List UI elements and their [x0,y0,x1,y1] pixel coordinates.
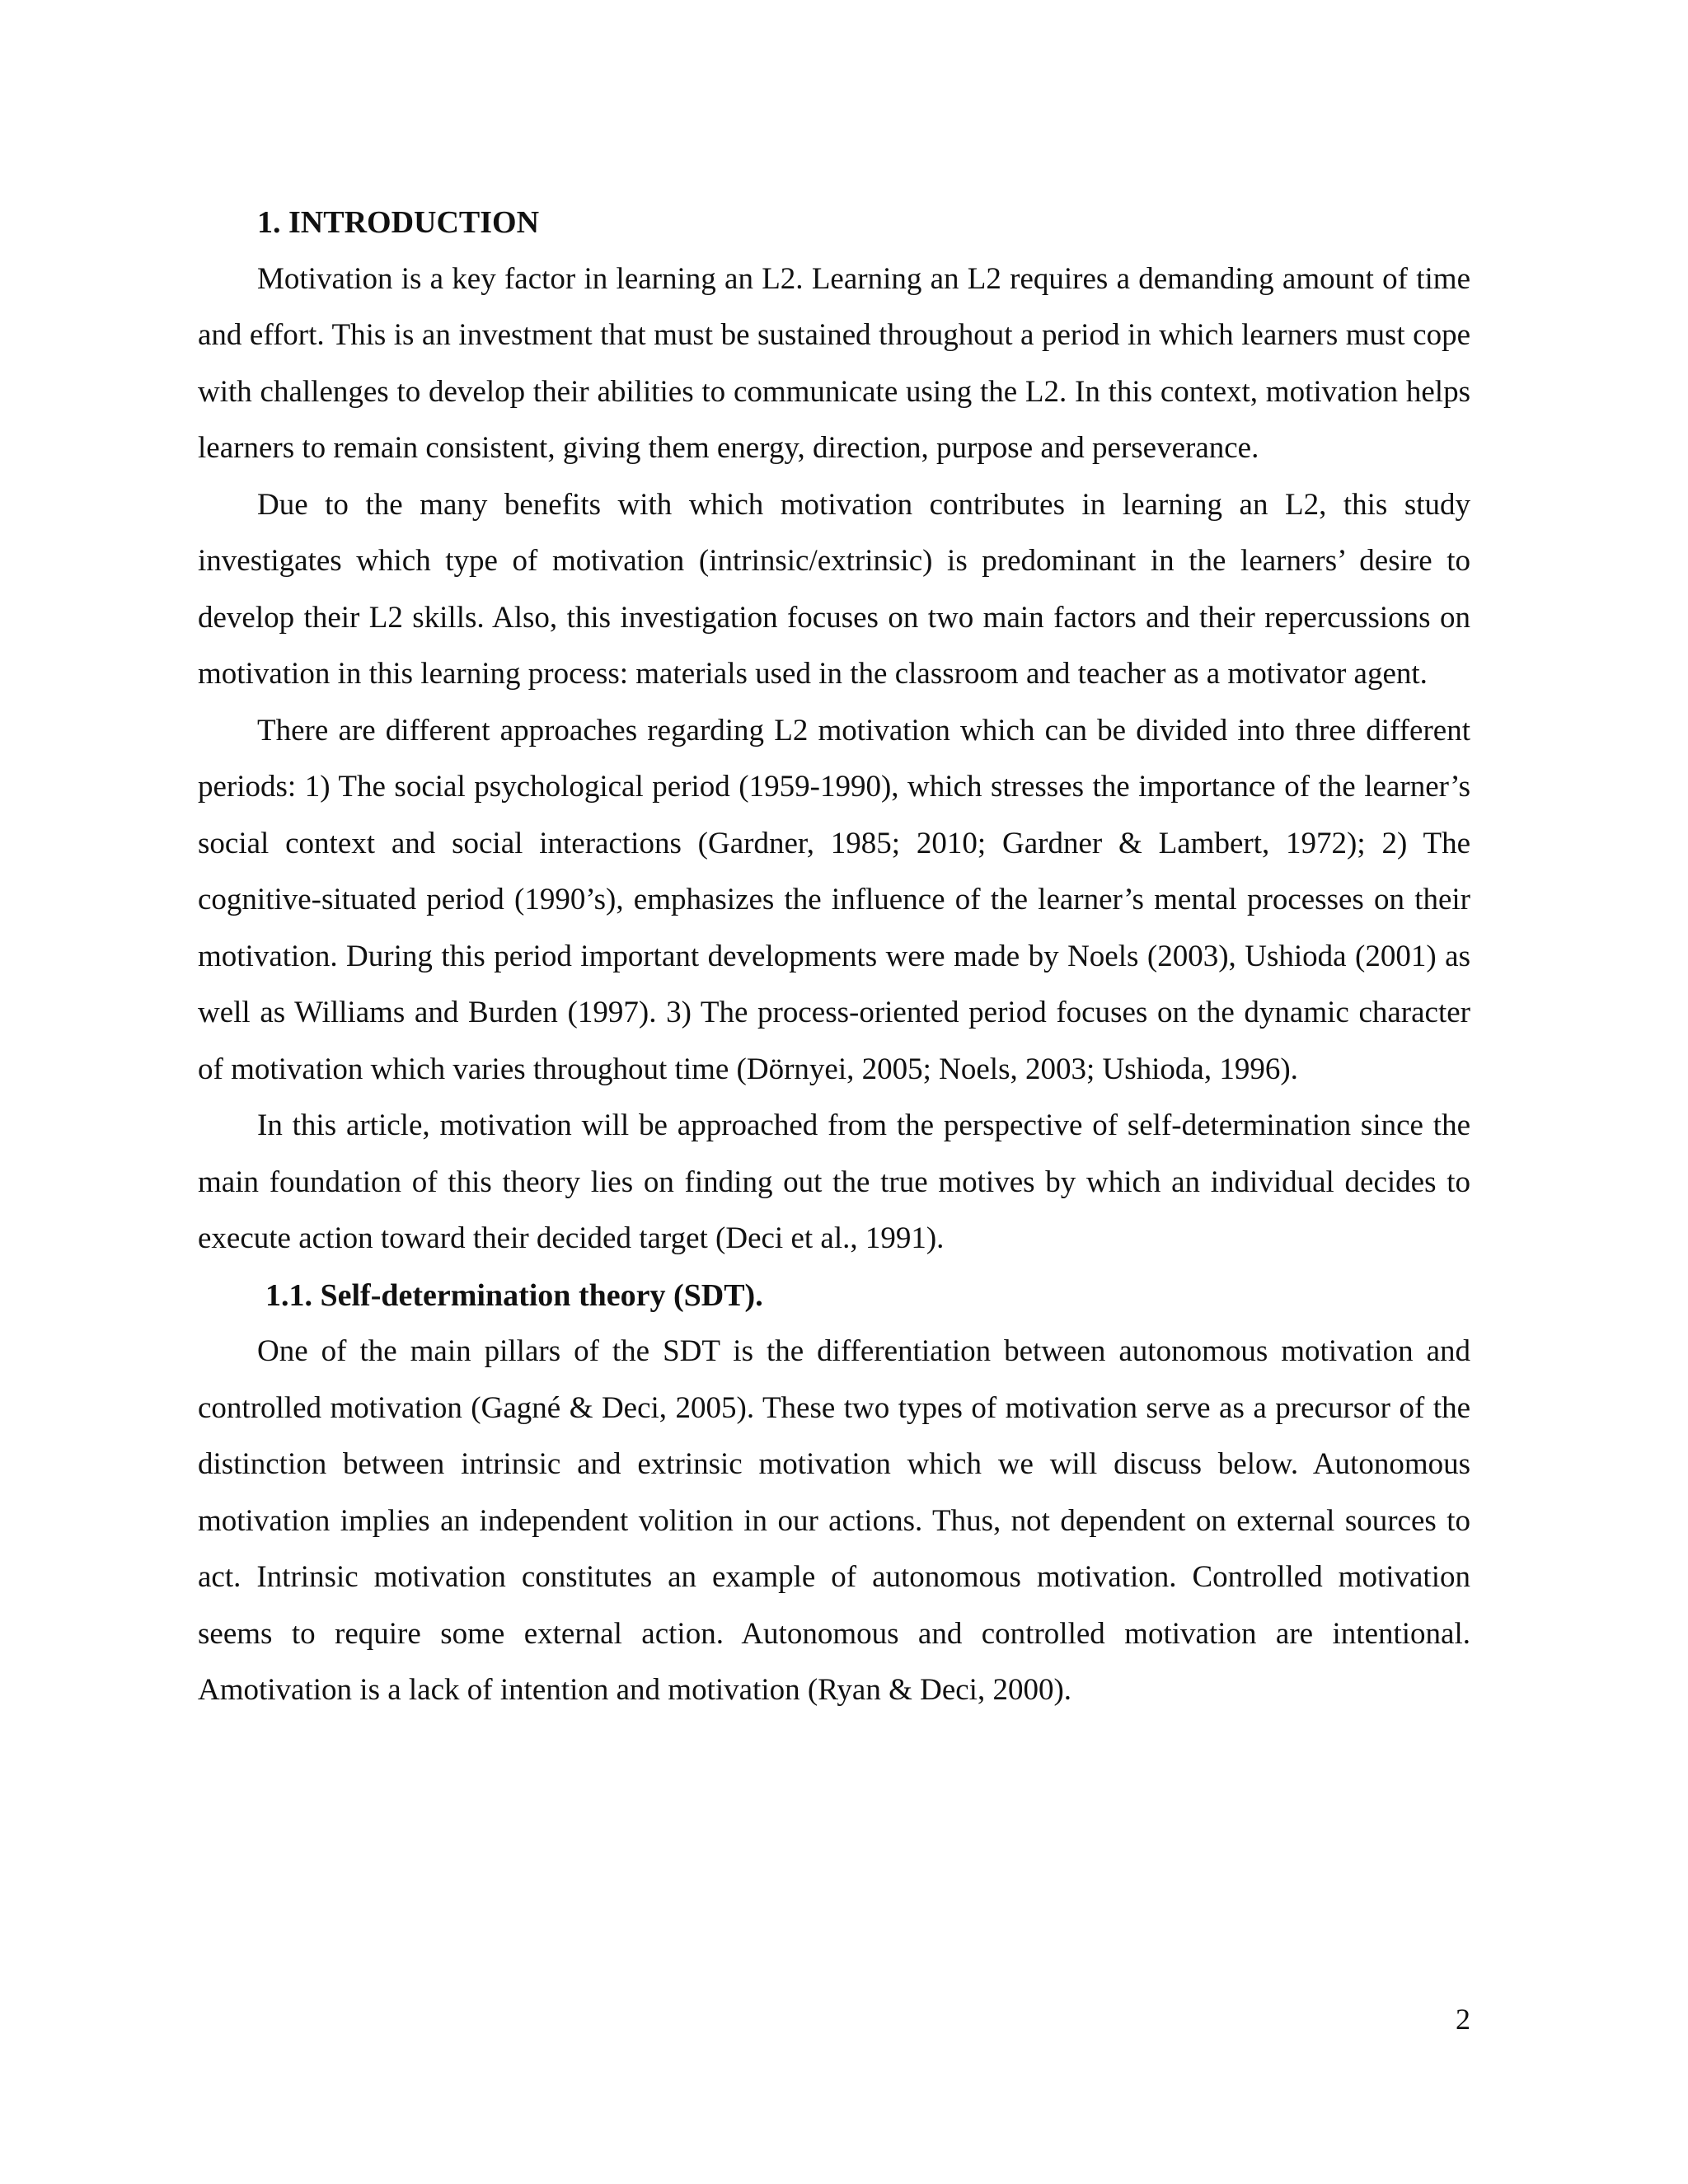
page-body [198,194,1470,1719]
section-heading: 1. INTRODUCTION [257,205,540,240]
paragraph: In this article, motivation will be approached from the perspective of self-determination since the main foundation of this theory lies on finding out the true motives by which an individual decides to execute action toward their decided target (Deci et al., 1991). [198,1108,1470,1255]
paragraph: There are different approaches regarding L2 motivation which can be divided into three different periods: 1) The social psychological period (1959-1990), which stresses the importance of the learner’s social context and social interactions (Gardner, 1985; 2010; Gardner & Lambert, 1972); 2) The cognitive-situated period (1990’s), emphasizes the influence of the learner’s mental processes on their motivation. During this period important developments were made by Noels (2003), Ushioda (2001) as well as Williams and Burden (1997). 3) The process-oriented period focuses on the dynamic character of motivation which varies throughout time (Dörnyei, 2005; Noels, 2003; Ushioda, 1996). [198,713,1470,1086]
subsection-heading: 1.1. Self-determination theory (SDT). [265,1277,763,1313]
page-number: 2 [1456,2003,1470,2036]
paragraph: Due to the many benefits with which motivation contributes in learning an L2, this study investigates which type of motivation (intrinsic/extrinsic) is predominant in the learners’ desire to develop their L2 skills. Also, this investigation focuses on two main factors and their repercussions on motivation in this learning process: materials used in the classroom and teacher as a motivator agent. [198,487,1470,691]
paragraph: One of the main pillars of the SDT is the differentiation between autonomous motivation and controlled motivation (Gagné & Deci, 2005). These two types of motivation serve as a precursor of the distinction between intrinsic and extrinsic motivation which we will discuss below. Autonomous motivation implies an independent volition in our actions. Thus, not dependent on external sources to act. Intrinsic motivation constitutes an example of autonomous motivation. Controlled motivation seems to require some external action. Autonomous and controlled motivation are intentional. Amotivation is a lack of intention and motivation (Ryan & Deci, 2000). [198,1334,1470,1707]
paragraph: Motivation is a key factor in learning an L2. Learning an L2 requires a demanding amount of time and effort. This is an investment that must be sustained throughout a period in which learners must cope with challenges to develop their abilities to communicate using the L2. In this context, motivation helps learners to remain consistent, giving them energy, direction, purpose and perseverance. [198,261,1470,465]
